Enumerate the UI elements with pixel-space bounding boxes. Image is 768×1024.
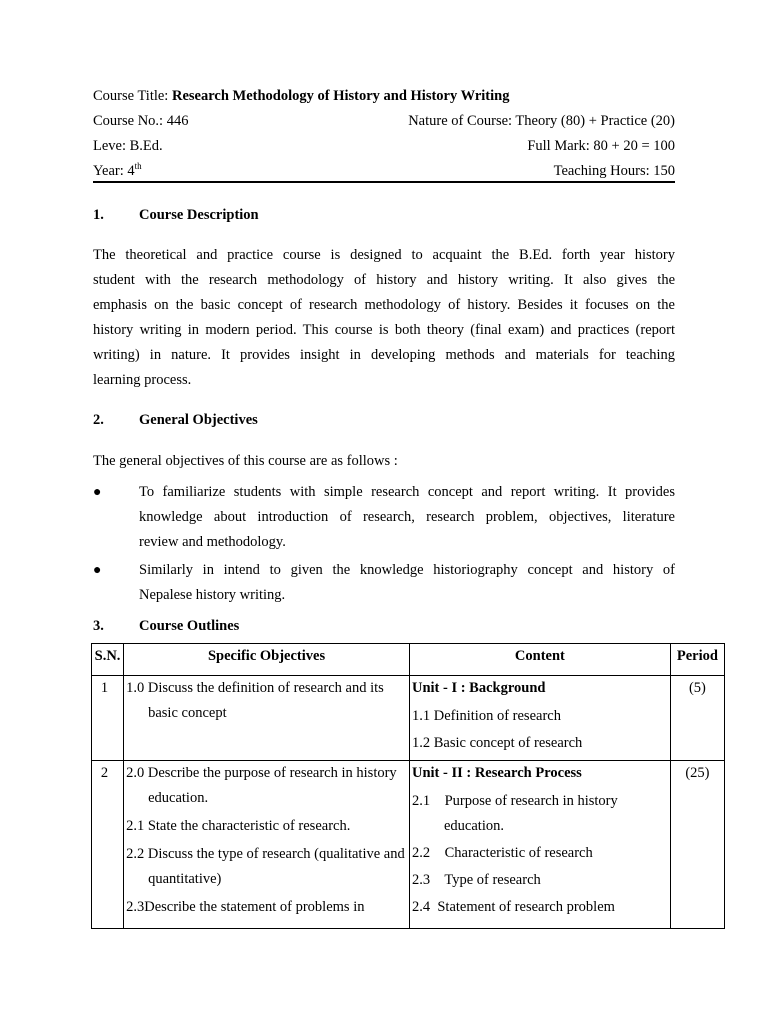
- row-objectives: [124, 676, 410, 761]
- row-period: (25): [670, 761, 724, 929]
- course-number: Course No.: 446: [93, 113, 189, 129]
- bullet-icon: ●: [93, 485, 102, 500]
- content-item: 2.2 Characteristic of research: [411, 845, 593, 861]
- content-item: 1.1 Definition of research: [411, 708, 561, 724]
- table-header-row: [92, 644, 725, 676]
- content-item: 1.2 Basic concept of research: [411, 735, 583, 751]
- content-item: 2.1 Purpose of research in history education.: [411, 793, 622, 834]
- objectives-intro: The general objectives of this course are as follows :: [93, 453, 398, 469]
- course-title: Course Title: Research Methodology of History and History Writing: [93, 88, 510, 104]
- document-page: Course Title: Research Methodology of History and History Writing Course No.: 446 Nature of Course: Theory (80) + Practice (20) Leve: B.Ed. Full Mark: 80 + 20 = 100 Year: 4th Teaching Hours: 150 1. Course Description The theoretical and practice course is designed to acquaint the B.Ed. forth year history student with the research methodology of history and history writing. It also gives the emphasis on the basic concept of research methodology of history. Besides it focuses on the history writing in modern period. This course is both theory (final exam) and practices (report writing) in nature. It provides insight in developing methods and materials for teaching learning process. 2. General Objectives The general objectives of this course are as follows : ● To familiarize students with simple research concept and report writing. It provides knowledge about introduction of research, research problem, objectives, literature review and methodology. ● Similarly in intend to given the knowledge historiography concept and history of Nepalese history writing. 3. Course Outlines S.N. Specific Objectives Content Period 1 1.0 Discuss the definition of research and its basic concept Unit - I : Background 1.1 Definition of research 1.2 Basic concept of research (5) 2 2.0 Describe the purpose of research in history education. 2.1 State the characteristic of research. 2.2 Discuss the type of research (qualitative and quantitative) 2.3Describe the statement of problems in Unit - II : Research Process 2.1 Purpose of research in history education. 2.2 Characteristic of research 2.3 Type of research 2.4 Statement of research problem (25): [0, 0, 768, 1024]
- year-row: [93, 161, 675, 181]
- course-description-paragraph: The theoretical and practice course is designed to acquaint the B.Ed. forth year history student with the research methodology of history and history writing. It also gives the emphasis on the basic concept of research methodology of history. Besides it focuses on the history writing in modern period. This course is both theory (final exam) and practices (report writing) in nature. It provides insight in developing methods and materials for teaching learning process.: [93, 247, 675, 388]
- row-content: [409, 761, 670, 929]
- objective-item: 1.0 Discuss the definition of research and its basic concept: [126, 680, 384, 721]
- content-item: 2.4 Statement of research problem: [411, 899, 615, 915]
- row-sn: 2: [92, 761, 124, 929]
- objective-item: 2.1 State the characteristic of research.: [126, 818, 351, 834]
- course-title-value: Research Methodology of History and History Writing: [171, 88, 510, 104]
- unit-title: Unit - I : Background: [411, 680, 546, 696]
- header-content: Content: [409, 644, 670, 676]
- table-row: [92, 761, 725, 929]
- unit-title: Unit - II : Research Process: [411, 765, 582, 781]
- row-period: (5): [670, 676, 724, 761]
- content-item: 2.3 Type of research: [411, 872, 541, 888]
- bullet-icon: ●: [93, 563, 102, 578]
- teaching-hours: Teaching Hours: 150: [553, 163, 675, 179]
- course-no-row: [93, 111, 675, 131]
- objective-item: 2.2 Discuss the type of research (qualitative and quantitative): [126, 846, 405, 887]
- objective-item: 2.3Describe the statement of problems in: [126, 899, 365, 915]
- course-level: Leve: B.Ed.: [93, 138, 163, 154]
- header-period: Period: [670, 644, 724, 676]
- row-content: [409, 676, 670, 761]
- course-title-row: [93, 86, 675, 106]
- course-year: Year: 4th: [93, 161, 142, 179]
- header-divider: [93, 181, 675, 183]
- level-row: [93, 136, 675, 156]
- full-mark: Full Mark: 80 + 20 = 100: [527, 138, 675, 154]
- course-outline-table: [91, 643, 725, 929]
- course-nature: Nature of Course: Theory (80) + Practice (20): [408, 113, 675, 129]
- table-row: [92, 676, 725, 761]
- header-objectives: Specific Objectives: [124, 644, 410, 676]
- row-sn: 1: [92, 676, 124, 761]
- objective-item: 2.0 Describe the purpose of research in history education.: [126, 765, 397, 806]
- row-objectives: [124, 761, 410, 929]
- header-sn: S.N.: [92, 644, 124, 676]
